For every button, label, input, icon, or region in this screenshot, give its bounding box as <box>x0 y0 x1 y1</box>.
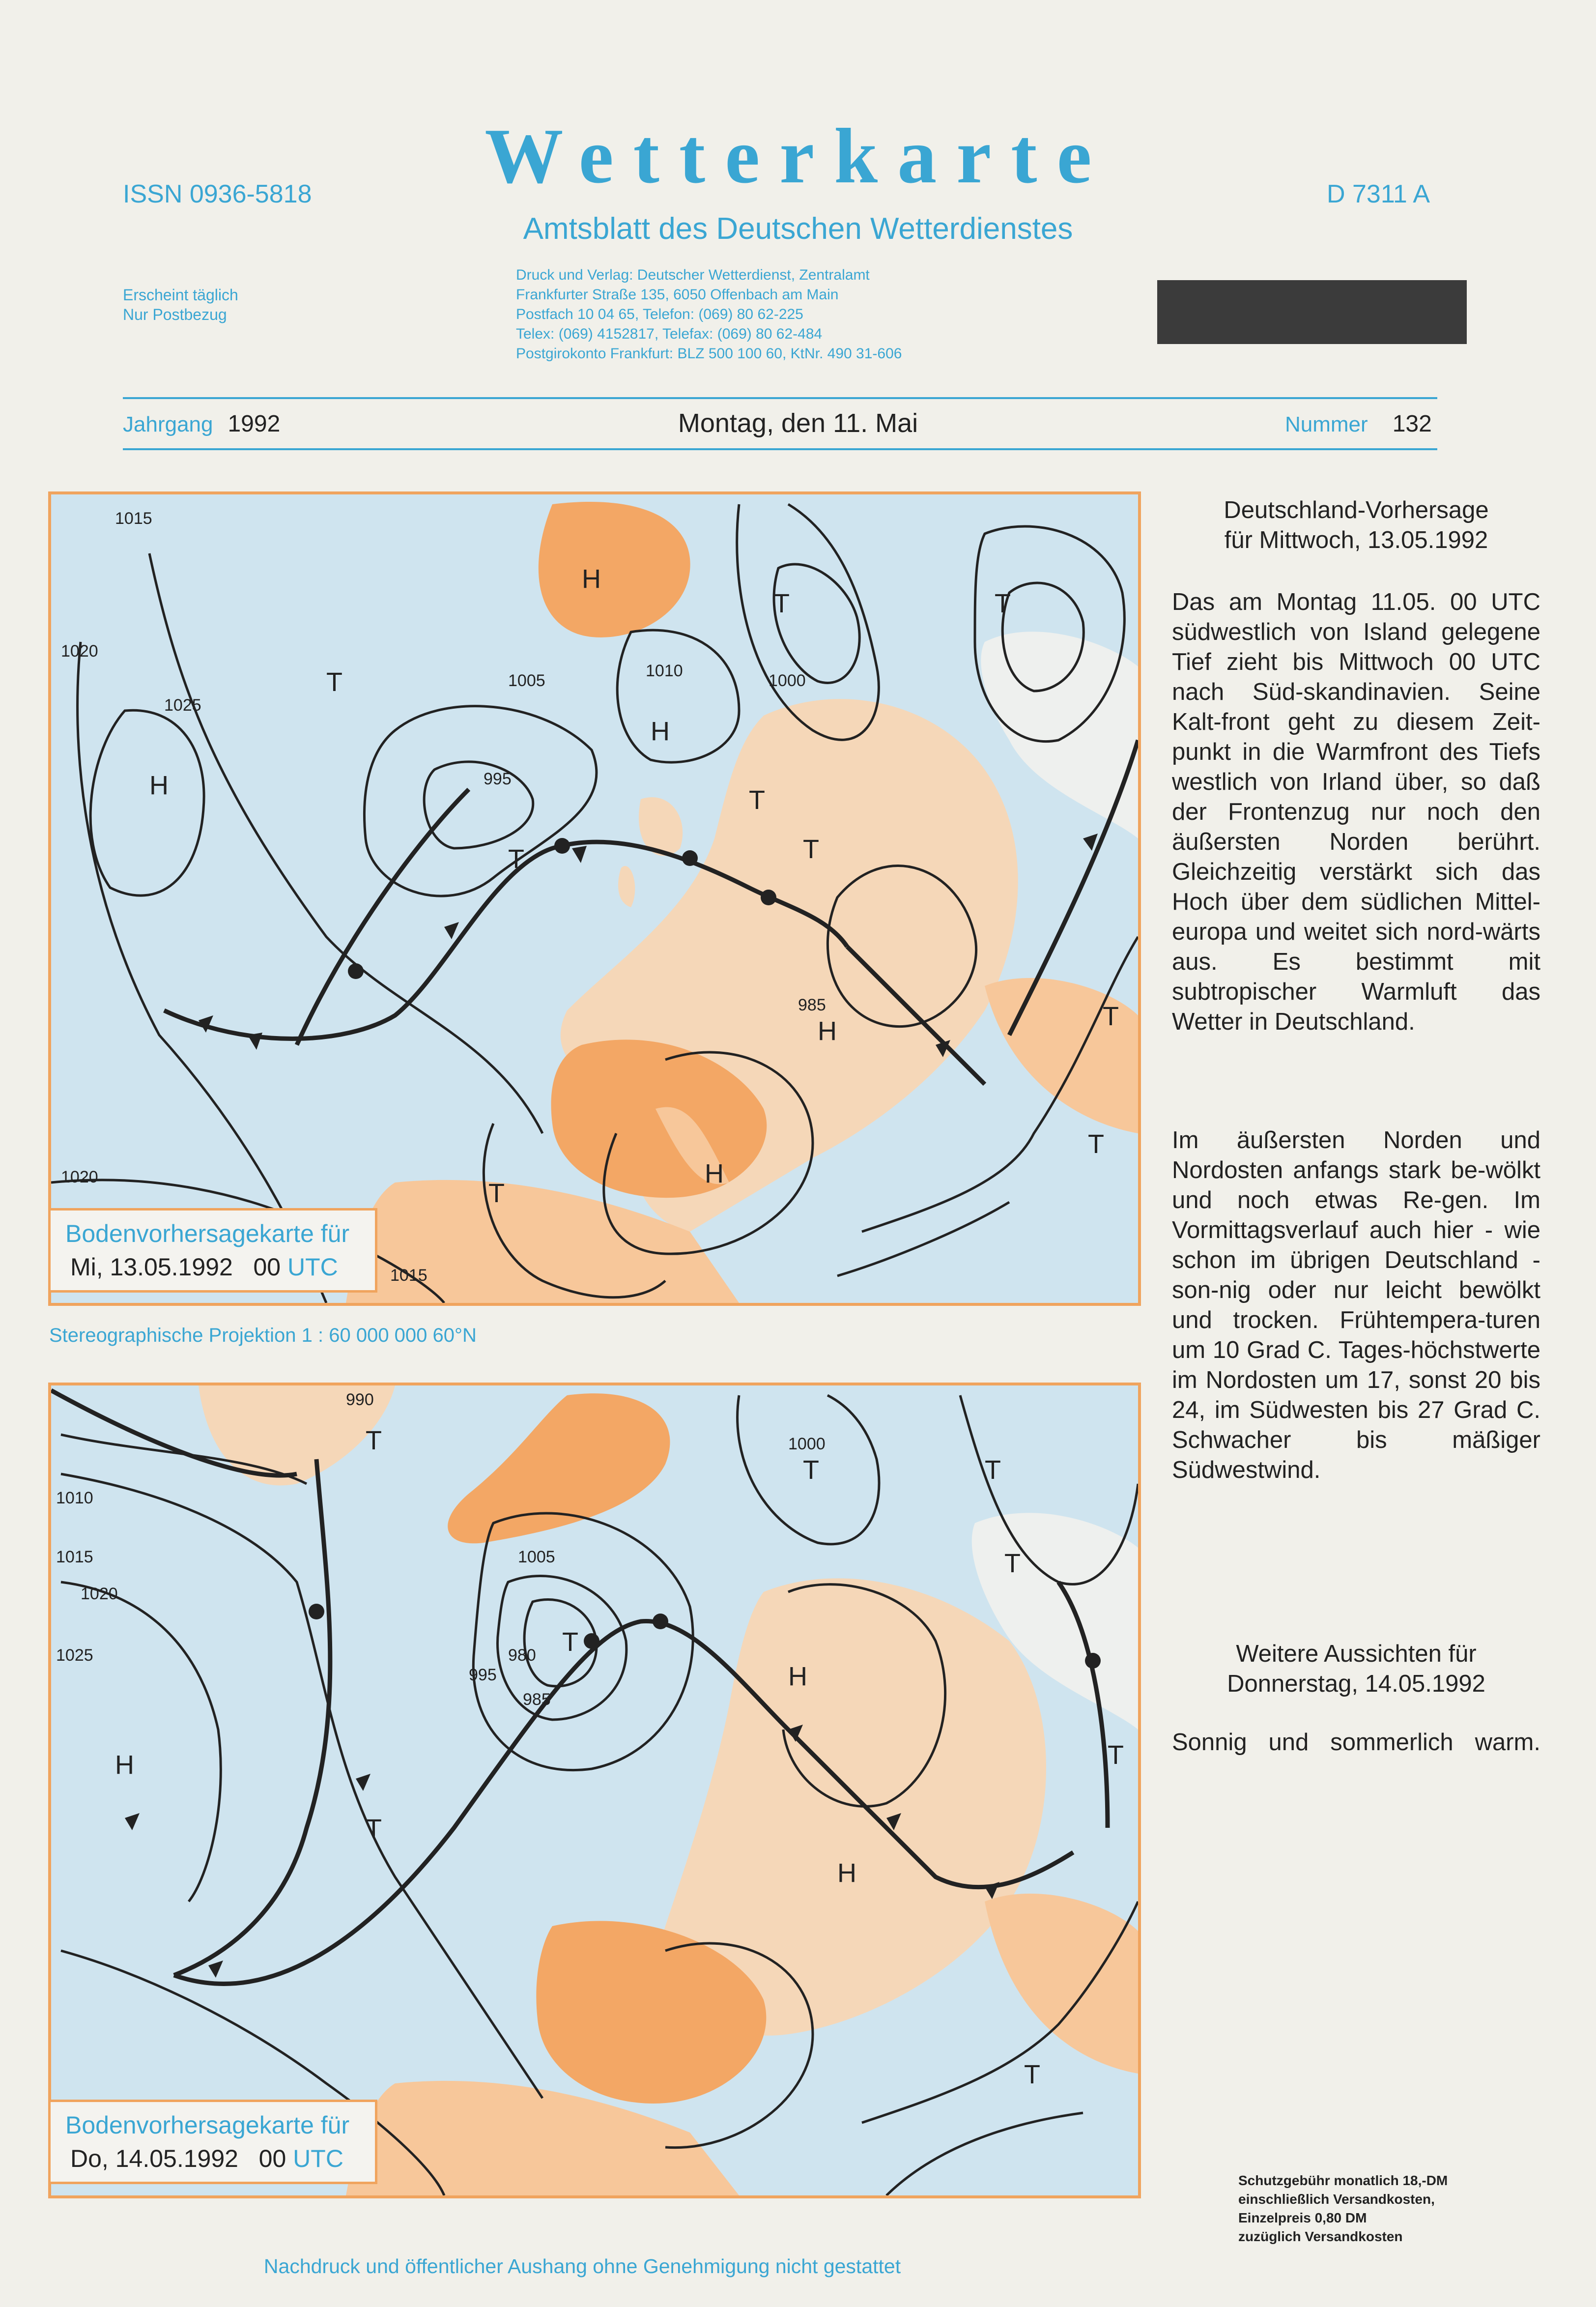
press-line: Postfach 10 04 65, Telefon: (069) 80 62-225 <box>516 306 803 322</box>
number-label: Nummer <box>1285 412 1368 436</box>
map2-isobar-value: 1005 <box>518 1548 555 1566</box>
map1-caption <box>48 1208 377 1293</box>
fee-line: zuzüglich Versandkosten <box>1238 2229 1403 2244</box>
press-line: Postgirokonto Frankfurt: BLZ 500 100 60, KtNr. 490 31-606 <box>516 346 902 362</box>
fee-line: einschließlich Versandkosten, <box>1238 2192 1435 2207</box>
map1-isobar-value: 1010 <box>646 662 683 680</box>
map2-high-label: H <box>115 1750 134 1780</box>
map-drawing <box>51 494 1138 1303</box>
press-line: Telex: (069) 4152817, Telefax: (069) 80 62-484 <box>516 326 823 342</box>
outlook-heading: Weitere Aussichten für Donnerstag, 14.05.1992 <box>1227 1641 1485 1697</box>
map2-isobar-value: 995 <box>469 1666 497 1684</box>
publication-note-line: Nur Postbezug <box>123 306 227 323</box>
press-info <box>516 265 902 364</box>
map2-low-label: T <box>1108 1740 1124 1770</box>
map2-isobar-value: 985 <box>523 1690 551 1709</box>
map1-isobar-value: 985 <box>798 996 826 1014</box>
fee-line: Einzelpreis 0,80 DM <box>1238 2210 1367 2225</box>
forecast-heading: Deutschland-Vorhersage für Mittwoch, 13.05.1992 <box>1224 497 1489 553</box>
map2-unit: UTC <box>293 2145 343 2172</box>
map1-high-label: H <box>818 1016 837 1046</box>
issn: ISSN 0936-5818 <box>123 180 312 208</box>
map2-high-label: H <box>837 1858 856 1888</box>
map1-isobar-value: 1015 <box>390 1266 428 1285</box>
map1-caption-date <box>51 1248 375 1290</box>
forecast-paragraph-2: Im äußersten Norden und Nordosten anfangs stark be-wölkt und noch etwas Re-gen. Im Vormittagsverlauf auch hier - wie schon im übrigen Deutschland - son-nig oder nur leicht bewölkt und trocken. Frühtempera-turen um 10 Grad C. Tages-höchstwerte im Nordosten um 17, sonst 20 bis 24, im Südwesten bis 27 Grad C. Schwacher bis mäßiger Südwestwind. <box>1172 1127 1540 1483</box>
issue-number <box>1285 410 1432 437</box>
map2-low-label: T <box>366 1426 382 1455</box>
map1-low-label: T <box>508 844 524 874</box>
map1-low-label: T <box>488 1179 505 1208</box>
map-drawing <box>51 1385 1138 2195</box>
map1-unit: UTC <box>287 1253 338 1281</box>
rule-top <box>123 397 1437 399</box>
map2-isobar-value: 990 <box>346 1390 374 1409</box>
map1-isobar-value: 1020 <box>61 1168 98 1186</box>
fee-info <box>1238 2171 1448 2246</box>
map2-low-label: T <box>803 1455 819 1485</box>
map1-caption-title: Bodenvorhersagekarte für <box>65 1220 350 1247</box>
year-value: 1992 <box>228 411 281 437</box>
map1-low-label: T <box>749 785 765 815</box>
rule-bottom <box>123 448 1437 450</box>
doc-number: D 7311 A <box>1327 180 1430 208</box>
fee-line: Schutzgebühr monatlich 18,-DM <box>1238 2173 1448 2188</box>
projection-note: Stereographische Projektion 1 : 60 000 000 60°N <box>49 1325 477 1346</box>
map1-date: Mi, 13.05.1992 <box>70 1253 233 1281</box>
map1-high-label: H <box>149 771 169 800</box>
map1-isobar-value: 1005 <box>508 671 545 690</box>
map1-low-label: T <box>1088 1129 1104 1159</box>
year-label: Jahrgang <box>123 412 213 436</box>
map2-date: Do, 14.05.1992 <box>70 2145 238 2172</box>
map2-time: 00 <box>258 2145 286 2172</box>
masthead-title: Wetterkarte <box>484 112 1112 200</box>
forecast-paragraph-1: Das am Montag 11.05. 00 UTC südwestlich von Island gelegene Tief zieht bis Mittwoch 00 UTC nach Süd-skandinavien. Seine Kalt-front geht zu diesem Zeit-punkt in die Warmfront des Tiefs westlich von Irland über, so daß der Frontenzug nur noch den äußersten Norden berührt. Gleichzeitig verstärkt sich das Hoch über dem südlichen Mittel-europa und weitet sich nord-wärts aus. Es bestimmt mit subtropischer Warmluft das Wetter in Deutschland. <box>1172 589 1540 1035</box>
map2-high-label: H <box>788 1662 807 1691</box>
map2-isobar-value: 1015 <box>56 1548 93 1566</box>
map1-high-label: H <box>582 564 601 594</box>
copyright-footer: Nachdruck und öffentlicher Aushang ohne Genehmigung nicht gestattet <box>263 2255 901 2278</box>
map2-low-label: T <box>562 1627 578 1657</box>
press-line: Frankfurter Straße 135, 6050 Offenbach am Main <box>516 287 839 303</box>
map1-isobar-value: 995 <box>484 770 512 788</box>
forecast-map-thursday <box>48 1383 1141 2198</box>
map1-isobar-value: 1025 <box>164 696 201 715</box>
publication-note <box>123 285 238 324</box>
issue-date: Montag, den 11. Mai <box>678 408 918 438</box>
map1-low-label: T <box>803 835 819 864</box>
map1-high-label: H <box>651 717 670 746</box>
map1-low-label: T <box>1103 1002 1119 1031</box>
map1-isobar-value: 1015 <box>115 509 152 528</box>
map1-low-label: T <box>995 589 1011 618</box>
map2-low-label: T <box>1024 2060 1040 2089</box>
number-value: 132 <box>1392 411 1432 437</box>
masthead-subtitle: Amtsblatt des Deutschen Wetterdienstes <box>523 212 1073 246</box>
map2-isobar-value: 1025 <box>56 1646 93 1665</box>
map2-caption-title: Bodenvorhersagekarte für <box>65 2111 350 2139</box>
map2-caption-date <box>51 2139 375 2182</box>
press-line: Druck und Verlag: Deutscher Wetterdienst, Zentralamt <box>516 267 870 283</box>
redacted-address-block <box>1157 280 1467 344</box>
map1-low-label: T <box>326 667 342 697</box>
outlook-text: Sonnig und sommerlich warm. <box>1172 1729 1540 1756</box>
map2-caption <box>48 2100 377 2184</box>
map2-isobar-value: 1020 <box>81 1585 118 1603</box>
map2-low-label: T <box>1004 1549 1021 1578</box>
map2-isobar-value: 1010 <box>56 1489 93 1507</box>
map2-low-label: T <box>985 1455 1001 1485</box>
map1-high-label: H <box>705 1159 724 1188</box>
map1-isobar-value: 1000 <box>769 671 806 690</box>
map2-isobar-value: 980 <box>508 1646 536 1665</box>
map1-time: 00 <box>253 1253 281 1281</box>
map1-isobar-value: 1020 <box>61 642 98 661</box>
forecast-map-wednesday <box>48 491 1141 1306</box>
map2-isobar-value: 1000 <box>788 1435 826 1453</box>
publication-note-line: Erscheint täglich <box>123 286 238 304</box>
map2-low-label: T <box>366 1814 382 1844</box>
map1-low-label: T <box>773 589 790 618</box>
